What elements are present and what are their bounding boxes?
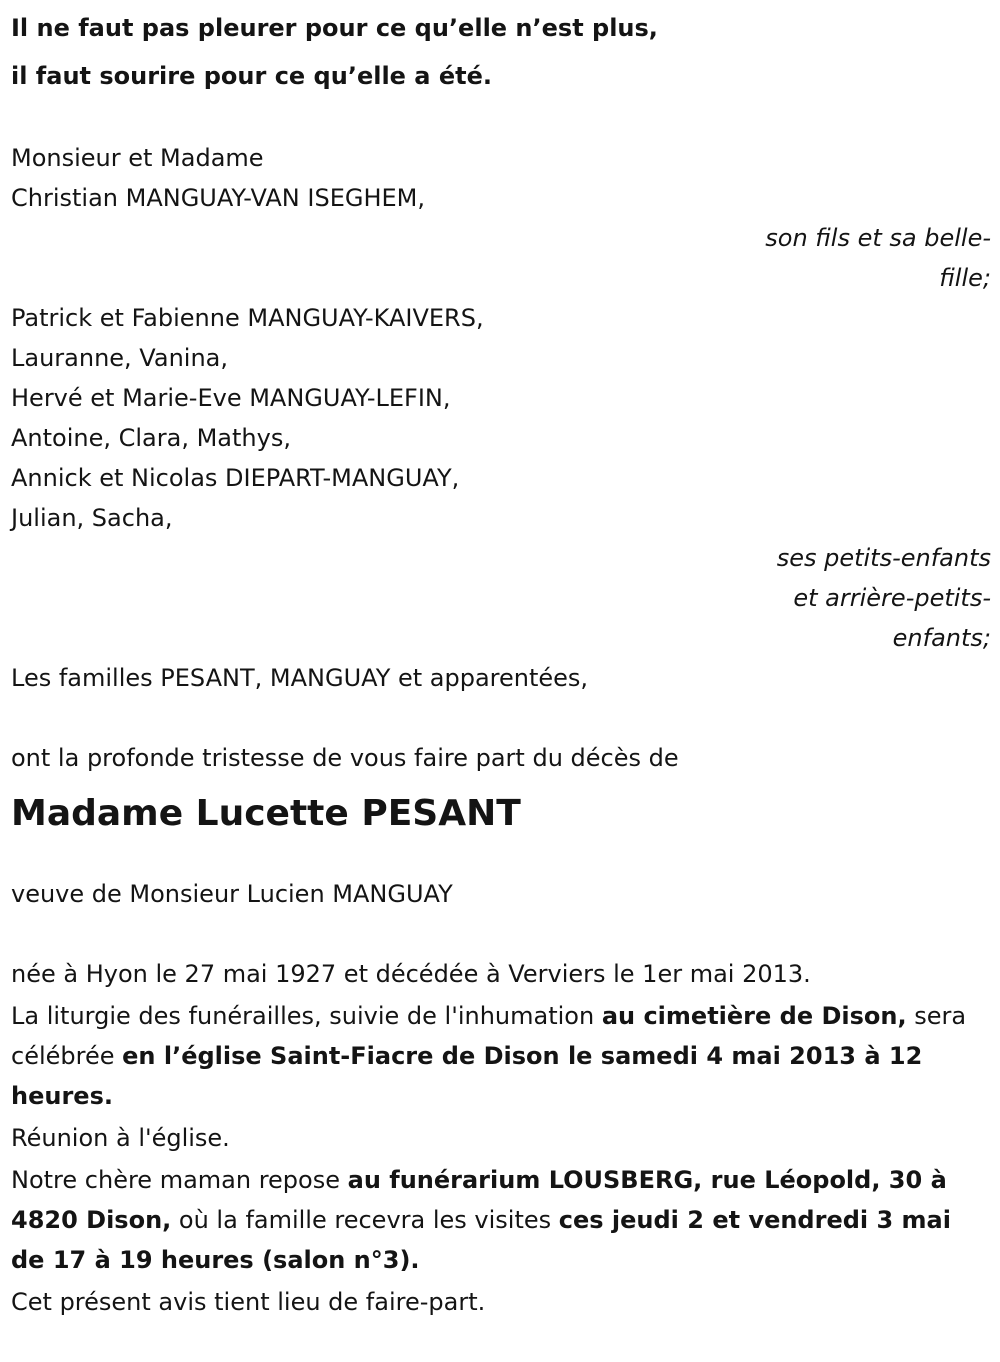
funeral-text-1: La liturgie des funérailles, suivie de l'inhumation [11, 1002, 602, 1030]
families-line: Les familles PESANT, MANGUAY et apparentées, [11, 664, 589, 692]
visits-text-2: où la famille recevra les visites [171, 1206, 559, 1234]
family2-line: Julian, Sacha, [11, 504, 173, 532]
family2-line: Lauranne, Vanina, [11, 344, 228, 372]
spacer [11, 100, 991, 138]
birth-death: née à Hyon le 27 mai 1927 et décédée à Verviers le 1er mai 2013. [11, 960, 811, 988]
family1-relation [751, 218, 991, 298]
family2-relation-line-3: enfants; [892, 624, 991, 652]
announcement: ont la profonde tristesse de vous faire part du décès de [11, 744, 679, 772]
family2-relation-line-1: ses petits-enfants [776, 544, 991, 572]
meeting: Réunion à l'église. [11, 1124, 230, 1152]
spacer [11, 914, 991, 954]
funeral-church-date: en l’église Saint-Fiacre de Dison le samedi 4 mai 2013 à 12 heures. [11, 1042, 923, 1110]
obituary-notice [11, 4, 991, 1324]
family2-relation-line-2: et arrière-petits- [793, 584, 991, 612]
funeral-place: au cimetière de Dison, [601, 1002, 907, 1030]
widow-of: veuve de Monsieur Lucien MANGUAY [11, 880, 453, 908]
family2-line: Patrick et Fabienne MANGUAY-KAIVERS, [11, 304, 484, 332]
visits-text-1: Notre chère maman repose [11, 1166, 348, 1194]
spacer [11, 836, 991, 874]
family2-line: Annick et Nicolas DIEPART-MANGUAY, [11, 464, 460, 492]
family2-line: Hervé et Marie-Eve MANGUAY-LEFIN, [11, 384, 451, 412]
family2-line: Antoine, Clara, Mathys, [11, 424, 291, 452]
quote-line-2: il faut sourire pour ce qu’elle a été. [11, 62, 492, 90]
deceased-name: Madame Lucette PESANT [11, 793, 521, 834]
funeral-paragraph [11, 996, 991, 1116]
spacer [11, 698, 991, 738]
visits-paragraph [11, 1160, 991, 1280]
funeral-text-2: sera célébrée [11, 1002, 967, 1070]
family1-relation-line-2: fille; [939, 264, 991, 292]
quote-line-1: Il ne faut pas pleurer pour ce qu’elle n’est plus, [11, 14, 658, 42]
visits-location: au funérarium LOUSBERG, rue Léopold, 30 à 4820 Dison, [11, 1166, 947, 1234]
family2-relation [751, 538, 991, 658]
closing: Cet présent avis tient lieu de faire-part. [11, 1288, 486, 1316]
visits-schedule: ces jeudi 2 et vendredi 3 mai de 17 à 19 heures (salon n°3). [11, 1206, 951, 1274]
family1-line-1: Monsieur et Madame [11, 144, 264, 172]
family1-line-2: Christian MANGUAY-VAN ISEGHEM, [11, 184, 425, 212]
family1-relation-line-1: son fils et sa belle- [765, 224, 991, 252]
